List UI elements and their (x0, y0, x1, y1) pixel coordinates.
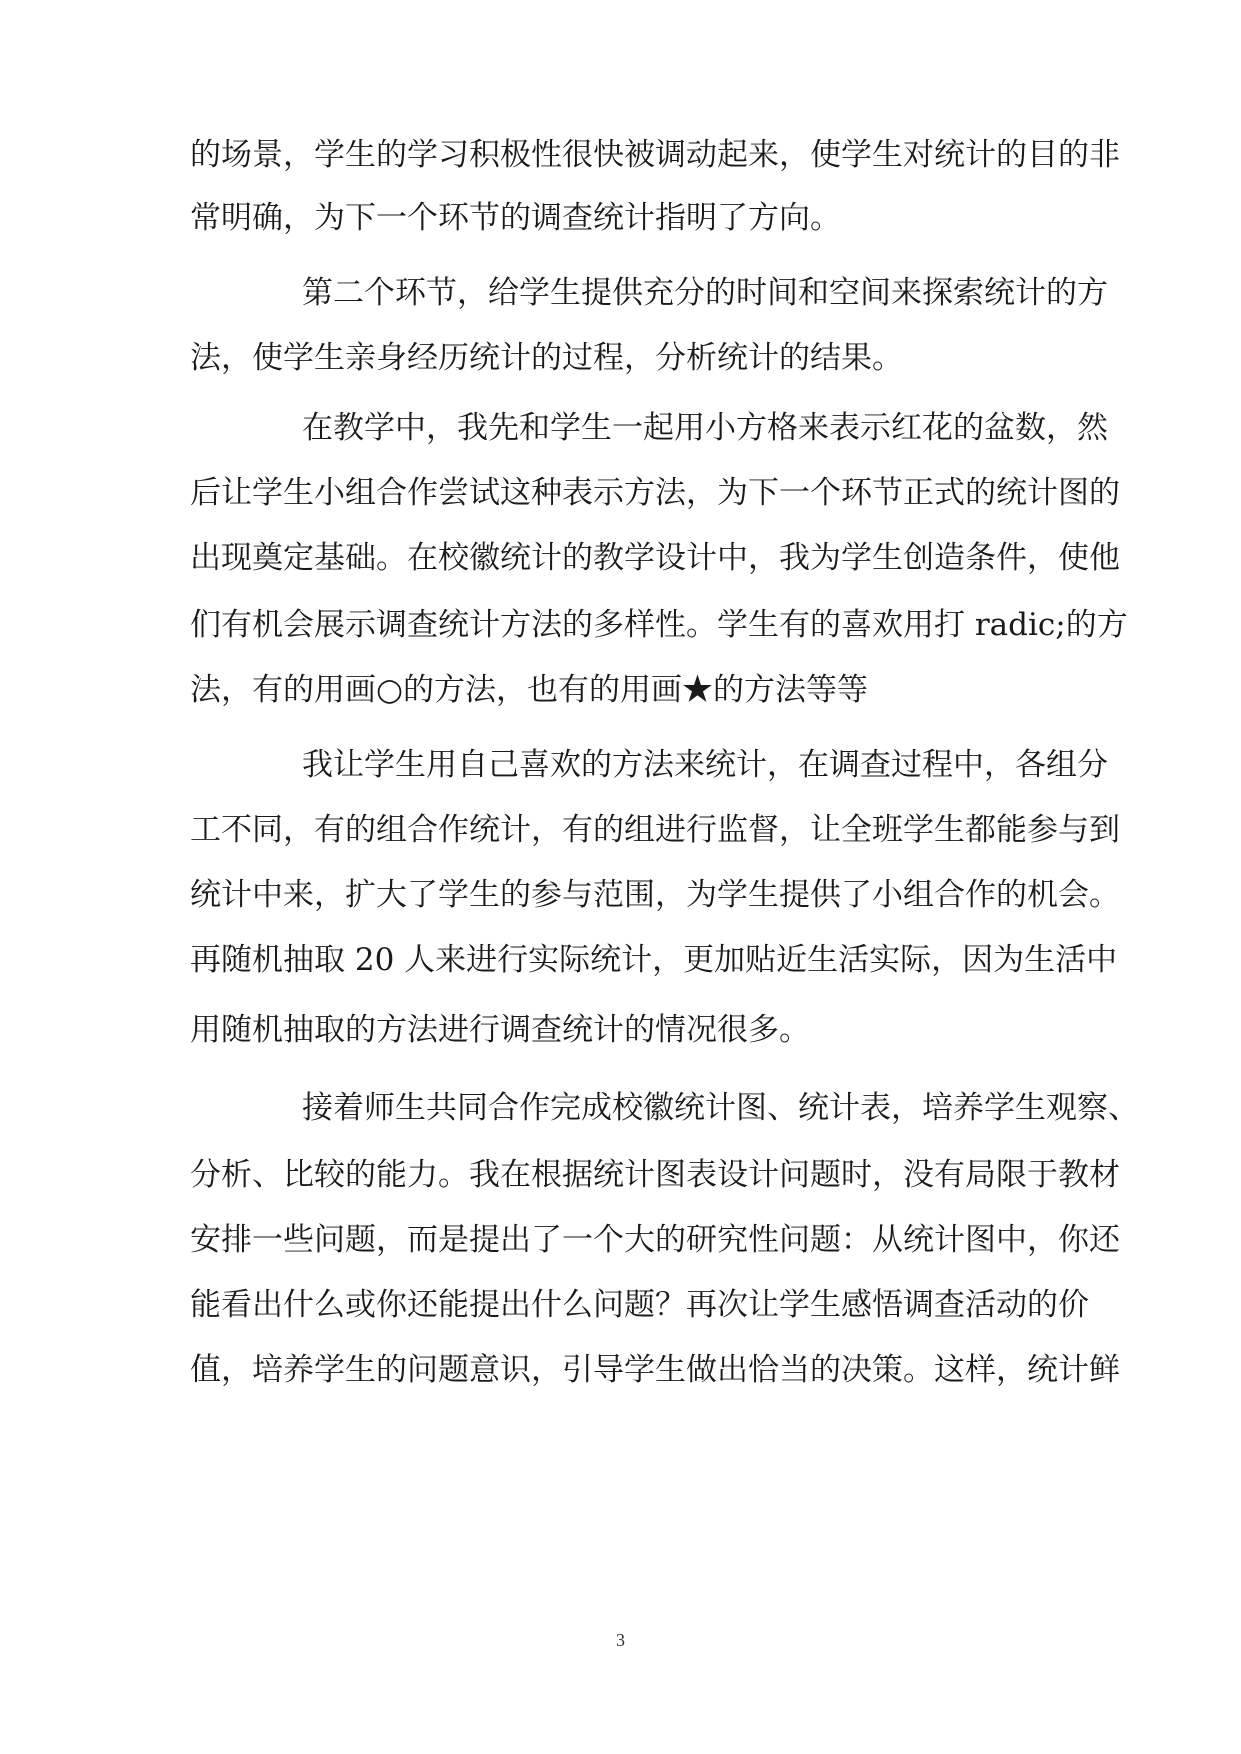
paragraph-line: 出现奠定基础。在校徽统计的教学设计中，我为学生创造条件，使他 (190, 540, 1120, 576)
paragraph-line: 再随机抽取 20 人来进行实际统计，更加贴近生活实际，因为生活中 (190, 942, 1118, 978)
paragraph-line: 我让学生用自己喜欢的方法来统计，在调查过程中，各组分 (302, 747, 1108, 783)
paragraph-line: 能看出什么或你还能提出什么问题？再次让学生感悟调查活动的价 (190, 1287, 1089, 1323)
paragraph-line: 值，培养学生的问题意识，引导学生做出恰当的决策。这样，统计鲜 (190, 1352, 1120, 1388)
paragraph-line: 在教学中，我先和学生一起用小方格来表示红花的盆数，然 (302, 410, 1108, 446)
paragraph-line: 的场景，学生的学习积极性很快被调动起来，使学生对统计的目的非 (190, 137, 1120, 173)
paragraph-line: 常明确，为下一个环节的调查统计指明了方向。 (190, 200, 841, 236)
paragraph-line: 接着师生共同合作完成校徽统计图、统计表，培养学生观察、 (302, 1090, 1139, 1126)
page-number: 3 (616, 1630, 625, 1650)
paragraph-line: 安排一些问题，而是提出了一个大的研究性问题：从统计图中，你还 (190, 1222, 1120, 1258)
paragraph-line: 法，有的用画○的方法，也有的用画★的方法等等 (190, 672, 869, 708)
paragraph-line: 法，使学生亲身经历统计的过程，分析统计的结果。 (190, 340, 903, 376)
paragraph-line: 后让学生小组合作尝试这种表示方法，为下一个环节正式的统计图的 (190, 475, 1120, 511)
paragraph-line: 用随机抽取的方法进行调查统计的情况很多。 (190, 1012, 810, 1048)
paragraph-line: 工不同，有的组合作统计，有的组进行监督，让全班学生都能参与到 (190, 812, 1120, 848)
paragraph-line: 们有机会展示调查统计方法的多样性。学生有的喜欢用打 radic;的方 (190, 607, 1128, 643)
paragraph-line: 统计中来，扩大了学生的参与范围，为学生提供了小组合作的机会。 (190, 877, 1120, 913)
paragraph-line: 第二个环节，给学生提供充分的时间和空间来探索统计的方 (302, 275, 1108, 311)
paragraph-line: 分析、比较的能力。我在根据统计图表设计问题时，没有局限于教材 (190, 1157, 1120, 1193)
